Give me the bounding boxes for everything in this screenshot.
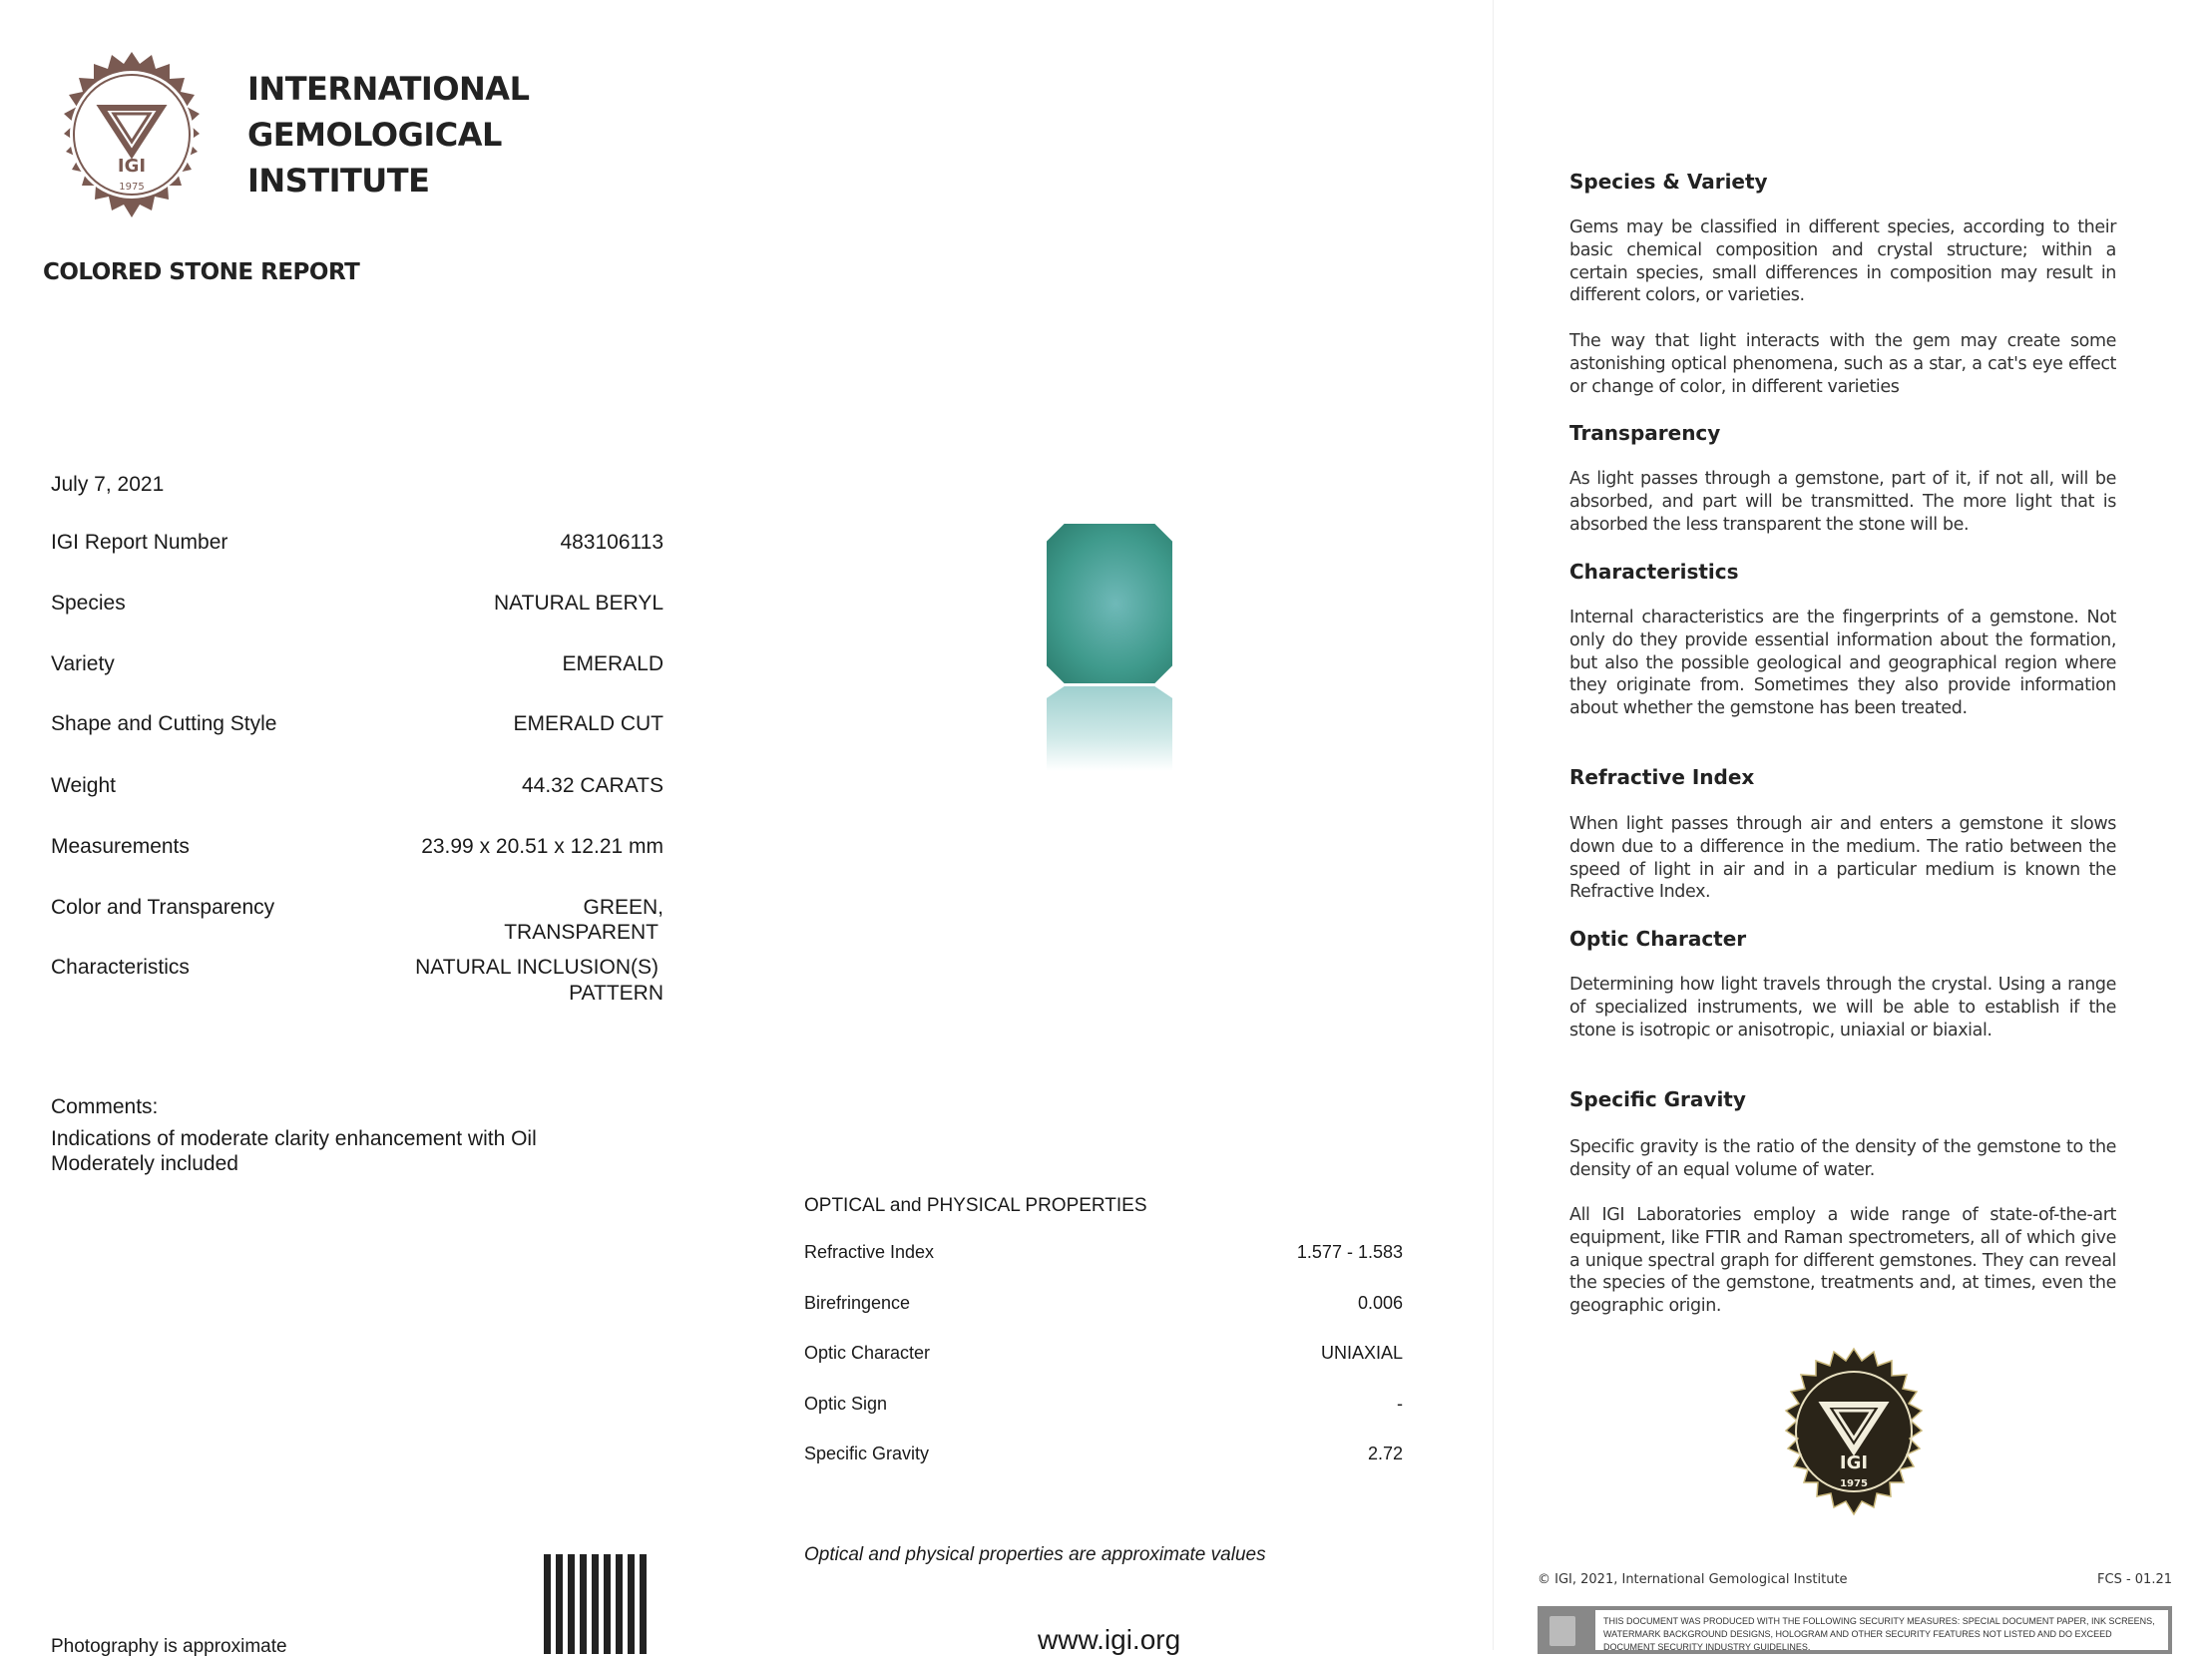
info-paragraph: Internal characteristics are the fingerprints of a gemstone. Not only do they provide essential information about the formation, but also the possible geological and geographical region where they originate from. Sometimes they also provide information about whether the gemstone has been treated. [1569,608,2116,719]
field-value: EMERALD [562,652,664,675]
optical-label: Birefringence [804,1293,911,1313]
field-value: NATURAL BERYL [494,592,664,615]
info-paragraph: When light passes through air and enters a gemstone it slows down due to a difference in the medium. The ratio between the speed of light in air and in a particular medium is known the Refractive Index. [1569,814,2116,903]
lock-document-icon [1549,1616,1575,1646]
info-heading: Characteristics [1569,560,1739,584]
field-label: Weight [51,774,116,797]
security-notice [1538,1606,2172,1654]
form-code: FCS - 01.21 [2097,1572,2172,1587]
info-heading: Transparency [1569,421,1721,445]
institute-title-line: INTERNATIONAL [247,70,530,108]
security-text: THIS DOCUMENT WAS PRODUCED WITH THE FOLLOWING SECURITY MEASURES: SPECIAL DOCUMENT PAPER, INK SCREENS, WATERMARK BACKGROUND DESIGNS, HOLOGRAM AND OTHER SECURITY FEATURES NOT LISTED AND DO EXCEED DOCUMENT SECURITY INDUSTRY GUIDELINES. [1595,1610,2168,1650]
info-paragraph: All IGI Laboratories employ a wide range of state-of-the-art equipment, like FTIR and Raman spectrometers, all of which give a unique spectral graph for different gemstones. They can reveal the species of the gemstone, treatments and, at times, even the geographic origin. [1569,1205,2116,1317]
svg-text:IGI: IGI [117,156,147,177]
comment-line: Moderately included [51,1152,238,1175]
info-paragraph: Determining how light travels through the crystal. Using a range of specialized instruments, we will be able to establish if the stone is isotropic or anisotropic, uniaxial or biaxial. [1569,975,2116,1040]
optical-label: Optic Sign [804,1394,888,1414]
gemstone-photo [1047,524,1172,683]
optical-label: Optic Character [804,1343,931,1363]
info-heading: Specific Gravity [1569,1087,1746,1111]
qr-code[interactable] [544,1554,651,1654]
svg-text:1975: 1975 [119,182,145,193]
field-value: GREEN, [583,896,664,919]
report-type: COLORED STONE REPORT [43,259,360,285]
optical-value: 1.577 - 1.583 [1296,1242,1403,1262]
igi-logo [40,44,223,225]
report-date: July 7, 2021 [51,473,165,496]
gemstone-reflection [1047,686,1172,771]
photo-note: Photography is approximate [51,1636,287,1657]
optical-value: 0.006 [1357,1293,1403,1313]
optical-note: Optical and physical properties are approximate values [804,1544,1266,1565]
field-label: Shape and Cutting Style [51,712,277,735]
igi-seal-hologram [1762,1341,1946,1522]
field-value: NATURAL INCLUSION(S) [415,956,659,979]
optical-value: - [1397,1394,1403,1414]
institute-title-line: GEMOLOGICAL [247,116,502,154]
field-label: IGI Report Number [51,531,228,554]
institute-title-line: INSTITUTE [247,162,430,200]
optical-label: Refractive Index [804,1242,935,1262]
copyright: © IGI, 2021, International Gemological Institute [1538,1572,1848,1587]
svg-text:IGI: IGI [1839,1452,1869,1473]
info-heading: Species & Variety [1569,170,1768,194]
field-label: Variety [51,652,115,675]
field-value: TRANSPARENT [504,921,659,944]
info-heading: Refractive Index [1569,765,1755,789]
comment-line: Indications of moderate clarity enhancement with Oil [51,1127,537,1150]
field-label: Characteristics [51,956,190,979]
optical-heading: OPTICAL and PHYSICAL PROPERTIES [804,1195,1147,1216]
field-label: Color and Transparency [51,896,275,919]
comments-label: Comments: [51,1095,159,1118]
field-value: 44.32 CARATS [521,774,664,797]
field-value: PATTERN [569,982,664,1005]
optical-value: 2.72 [1367,1444,1403,1463]
info-paragraph: Gems may be classified in different species, according to their basic chemical composition and crystal structure; within a certain species, small differences in composition may result in different colors, or varieties. [1569,217,2116,306]
page-fold [1493,0,1494,1650]
info-paragraph: The way that light interacts with the gem may create some astonishing optical phenomena, such as a star, a cat's eye effect or change of color, in different varieties [1569,331,2116,397]
info-paragraph: As light passes through a gemstone, part of it, if not all, will be absorbed, and part will be transmitted. The more light that is absorbed the less transparent the stone will be. [1569,469,2116,535]
field-label: Species [51,592,126,615]
optical-label: Specific Gravity [804,1444,930,1463]
info-paragraph: Specific gravity is the ratio of the density of the gemstone to the density of an equal volume of water. [1569,1137,2116,1180]
optical-value: UNIAXIAL [1320,1343,1403,1363]
field-value: EMERALD CUT [513,712,664,735]
website-link[interactable]: www.igi.org [1038,1624,1181,1655]
field-value: 23.99 x 20.51 x 12.21 mm [421,835,664,858]
svg-text:1975: 1975 [1840,1478,1868,1489]
field-label: Measurements [51,835,190,858]
field-value: 483106113 [560,531,664,554]
info-heading: Optic Character [1569,927,1747,951]
